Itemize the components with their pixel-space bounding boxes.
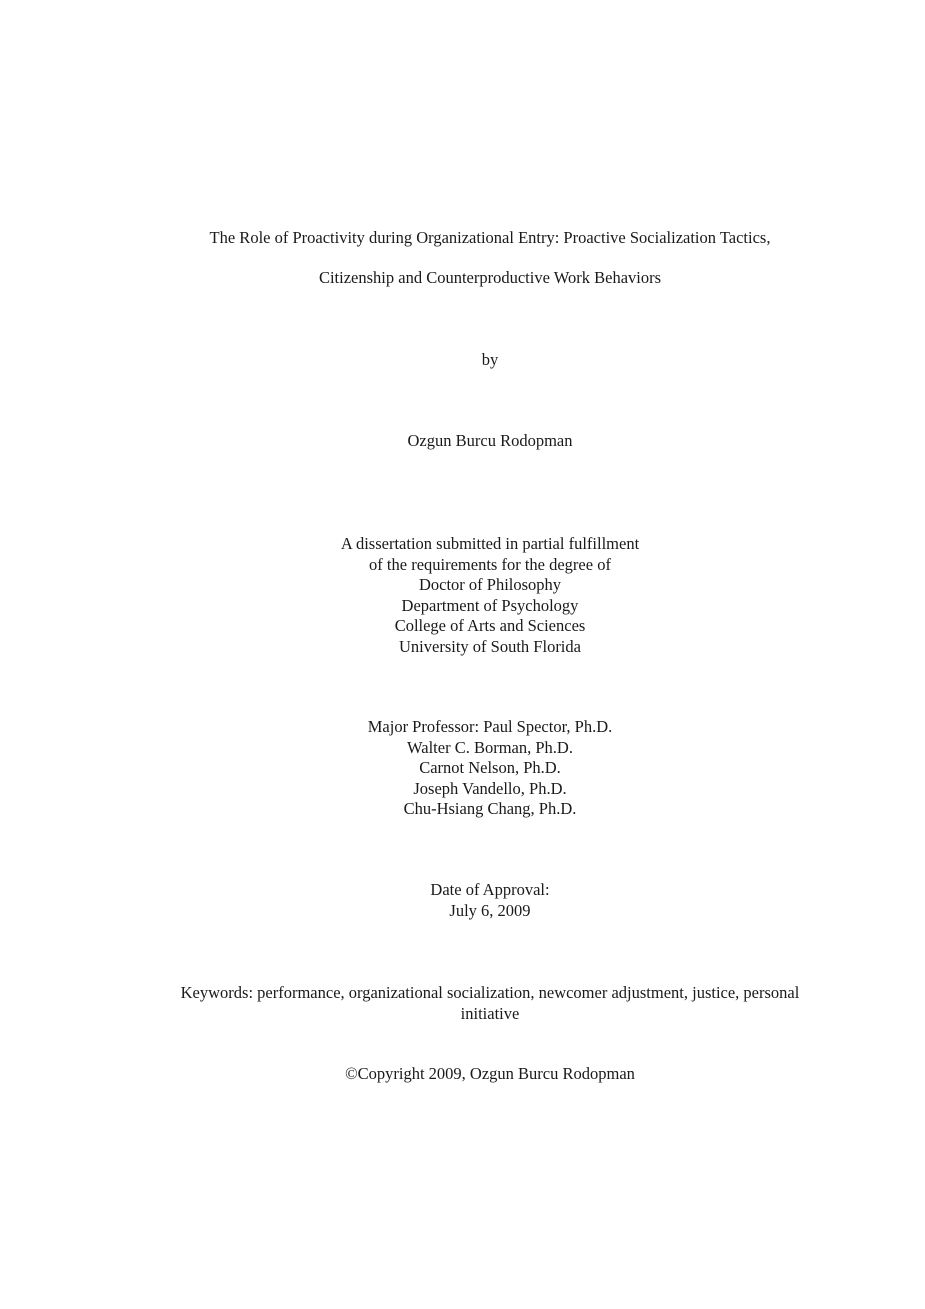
approval-label: Date of Approval: [430, 880, 550, 899]
copyright-notice: ©Copyright 2009, Ozgun Burcu Rodopman [345, 1064, 635, 1083]
committee-member: Chu-Hsiang Chang, Ph.D. [403, 799, 577, 818]
major-professor: Major Professor: Paul Spector, Ph.D. [367, 717, 613, 736]
keywords-section [140, 983, 840, 1024]
dissertation-title-line-1: The Role of Proactivity during Organizational Entry: Proactive Socialization Tactics, [209, 228, 771, 247]
submission-line: A dissertation submitted in partial fulfillment [340, 534, 640, 553]
submission-statement [140, 534, 840, 657]
committee-member: Walter C. Borman, Ph.D. [407, 737, 573, 757]
degree-name: Doctor of Philosophy [418, 575, 562, 594]
committee-list [140, 717, 840, 820]
dissertation-title-line-2: Citizenship and Counterproductive Work Behaviors [318, 268, 662, 287]
keywords-line-2: initiative [460, 1003, 520, 1023]
approval-section [140, 880, 840, 921]
author-name: Ozgun Burcu Rodopman [407, 431, 573, 450]
committee-member: Carnot Nelson, Ph.D. [419, 758, 561, 777]
by-label: by [481, 350, 499, 369]
approval-date: July 6, 2009 [449, 900, 531, 920]
university-name: University of South Florida [399, 636, 581, 656]
submission-line: of the requirements for the degree of [369, 554, 611, 574]
keywords-line-1: Keywords: performance, organizational socialization, newcomer adjustment, justice, personal [180, 983, 800, 1002]
committee-member: Joseph Vandello, Ph.D. [413, 778, 567, 798]
department-name: Department of Psychology [401, 595, 579, 615]
college-name: College of Arts and Sciences [394, 616, 586, 635]
